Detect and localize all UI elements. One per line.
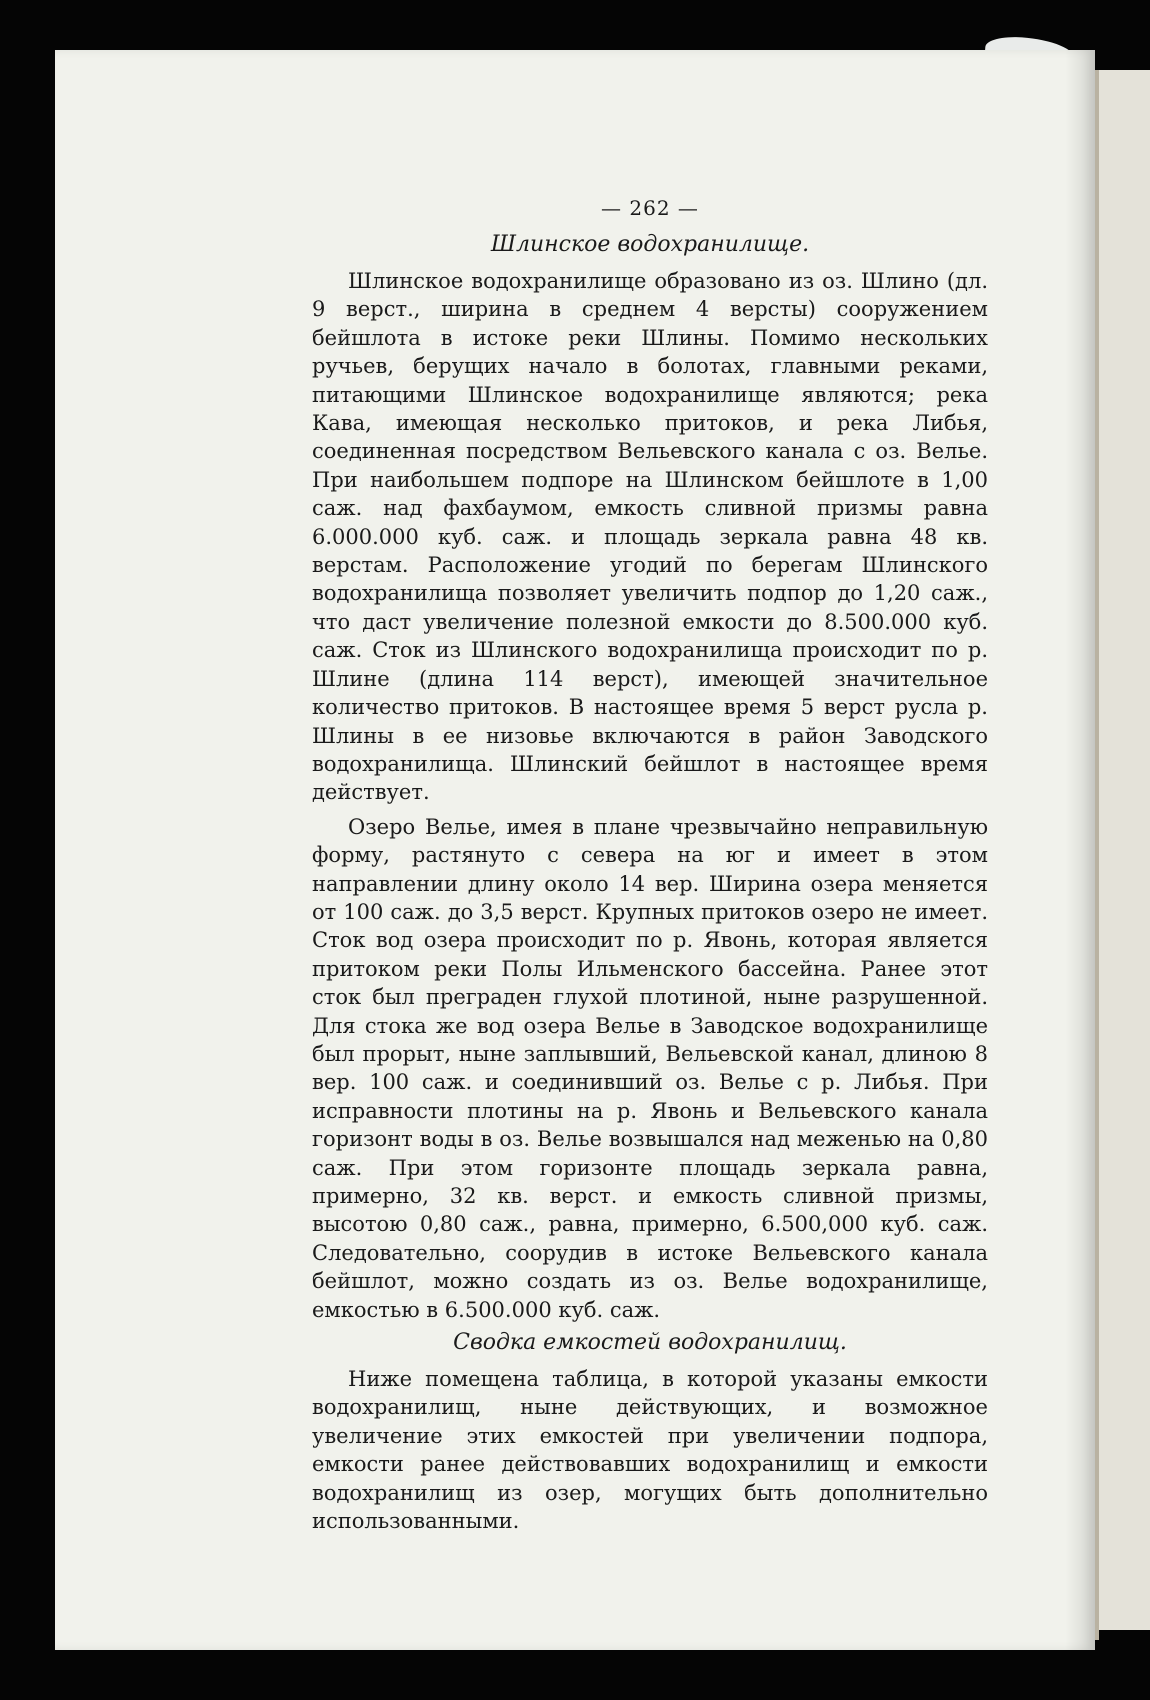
paragraph-velye: Озеро Велье, имея в плане чрезвычайно неправильную форму, растянуто с севера на юг и имеет в этом направлении длину около 14 вер. Ширина озера меняется от 100 саж. до 3,5 верст. Крупных притоков озеро не имеет. Сток вод озера происходит по р. Явонь, которая является притоком реки Полы Ильменского бассейна. Ранее этот сток был преграден глухой плотиной, ныне разрушенной. Для стока же вод озера Велье в Заводское водохранилище был прорыт, ныне заплывший, Вельевской канал, длиною 8 вер. 100 саж. и соединивший оз. Велье с р. Либья. При исправности плотины на р. Явонь и Вельевского канала горизонт воды в оз. Велье возвышался над меженью на 0,80 саж. При этом горизонте площадь зеркала равна, примерно, 32 кв. верст. и емкость сливной призмы, высотою 0,80 саж., равна, примерно, 6.500,000 куб. саж. Следовательно, соорудив в истоке Вельевского канала бейшлот, можно создать из оз. Велье водохранилище, емкостью в 6.500.000 куб. саж. [312, 814, 988, 1322]
page-number: — 262 — [601, 196, 699, 220]
next-page-edge [1099, 70, 1150, 1630]
paragraph-svodka: Ниже помещена таблица, в которой указаны емкости водохранилищ, ныне действующих, и возможное увеличение этих емкостей при увеличении подпора, емкости ранее действовавших водохранилищ и емкости водохранилищ из озер, могущих быть дополнительно использованными. [312, 1367, 988, 1534]
section-title-svodka: Сводка емкостей водохранилищ. [453, 1330, 847, 1356]
paragraph-shlinskoe: Шлинское водохранилище образовано из оз. Шлино (дл. 9 верст., ширина в среднем 4 версты) сооружением бейшлота в истоке реки Шлины. Помимо нескольких ручьев, берущих начало в болотах, главными реками, питающими Шлинское водохранилище являются; река Кава, имеющая несколько притоков, и река Либья, соединенная посредством Вельевского канала с оз. Велье. При наибольшем подпоре на Шлинском бейшлоте в 1,00 саж. над фахбаумом, емкость сливной призмы равна 6.000.000 куб. саж. и площадь зеркала равна 48 кв. верстам. Расположение угодий по берегам Шлинского водохранилища позволяет увеличить подпор до 1,20 саж., что даст увеличение полезной емкости до 8.500.000 куб. саж. Сток из Шлинского водохранилища происходит по р. Шлине (длина 114 верст), имеющей значительное количество притоков. В настоящее время 5 верст русла р. Шлины в ее низовье включаются в район Заводского водохранилища. Шлинский бейшлот в настоящее время действует. [312, 269, 988, 805]
page-content [312, 196, 988, 1541]
section-title-shlinskoe: Шлинское водохранилище. [490, 232, 810, 257]
